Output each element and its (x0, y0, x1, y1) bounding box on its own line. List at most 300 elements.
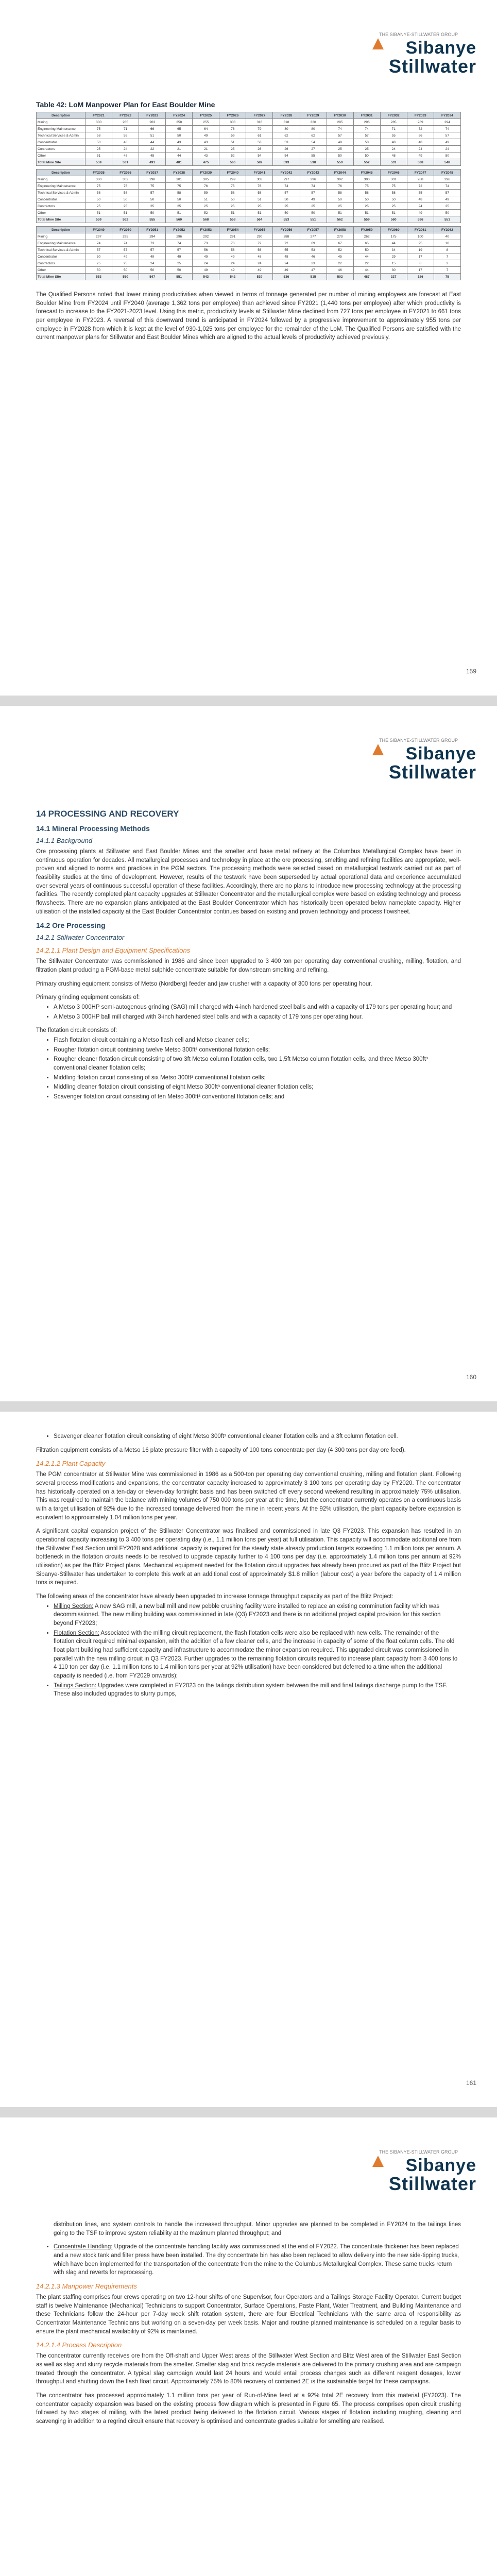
table-cell: 285 (380, 119, 407, 126)
minor-heading: 14.2.1.4 Process Description (36, 2341, 122, 2349)
table-cell: 55 (407, 190, 434, 196)
table-cell: 55 (380, 132, 407, 139)
table-cell: 487 (353, 274, 380, 280)
table-cell: 49 (193, 267, 219, 274)
table-cell: 296 (434, 176, 460, 183)
list-item-text: Upgrades were completed in FY2023 on the tailings distribution system between the mill and final tailings discharge pump to the TSF. These also included upgrades to slurry pumps, (54, 1682, 448, 1698)
table-cell: Technical Services & Admin (37, 132, 85, 139)
table-row (37, 139, 461, 146)
table-row (37, 210, 461, 216)
table-cell: Concentrator (37, 196, 85, 203)
column-header: FY2028 (273, 112, 300, 119)
table-cell: 50 (353, 152, 380, 159)
table-cell: 73 (219, 240, 246, 247)
table-cell: 21 (166, 146, 193, 152)
table-cell: 51 (246, 196, 273, 203)
table-cell: 74 (353, 126, 380, 132)
table-cell: 481 (166, 159, 193, 166)
table-cell: 48 (407, 196, 434, 203)
table-cell: 29 (380, 253, 407, 260)
table-cell: 7 (434, 267, 460, 274)
table-cell: 50 (139, 267, 166, 274)
table-cell: 50 (85, 139, 112, 146)
logo-line-2: Stillwater (388, 56, 476, 77)
table-cell: 59 (219, 132, 246, 139)
table-cell: 65 (166, 126, 193, 132)
table-cell: 262 (353, 233, 380, 240)
table-cell: 44 (353, 253, 380, 260)
table-cell: Mining (37, 233, 85, 240)
column-header: FY2031 (353, 112, 380, 119)
table-cell: 50 (353, 139, 380, 146)
table-cell: 50 (166, 132, 193, 139)
table-cell: 22 (353, 260, 380, 267)
table-cell: 58 (166, 190, 193, 196)
table-cell: 539 (246, 274, 273, 280)
table-cell: 302 (327, 176, 353, 183)
table-cell: 542 (219, 274, 246, 280)
table-cell: 19 (407, 247, 434, 253)
table-cell: 72 (407, 126, 434, 132)
table-cell: 297 (273, 176, 300, 183)
table-cell: 57 (273, 190, 300, 196)
table-cell: 25 (380, 203, 407, 210)
logo-line-2: Stillwater (388, 761, 476, 783)
column-header: FY2045 (353, 170, 380, 176)
page-1-content (36, 100, 461, 347)
table-cell: 25 (300, 203, 327, 210)
table-cell: 58 (85, 132, 112, 139)
table-total-row (37, 159, 461, 166)
table-cell: 74 (112, 240, 139, 247)
manpower-table (36, 112, 461, 166)
logo-mark-icon (371, 743, 385, 756)
table-cell: 25 (273, 203, 300, 210)
table-cell: 8 (434, 247, 460, 253)
column-header: FY2039 (193, 170, 219, 176)
table-cell: 303 (246, 176, 273, 183)
subsection-heading: 14.2 Ore Processing (36, 921, 106, 930)
table-cell: 50 (327, 196, 353, 203)
column-header: FY2042 (273, 170, 300, 176)
column-header: FY2062 (434, 227, 460, 233)
table-cell: 48 (407, 139, 434, 146)
list-item (54, 1629, 461, 1681)
table-row (37, 190, 461, 196)
table-cell: Other (37, 267, 85, 274)
table-cell: 24 (246, 260, 273, 267)
table-cell: 57 (85, 247, 112, 253)
list-item-lead: Flotation Section: (54, 1630, 99, 1636)
table-cell: 566 (219, 159, 246, 166)
table-cell: 30 (380, 267, 407, 274)
table-cell: 61 (246, 132, 273, 139)
column-header: FY2061 (407, 227, 434, 233)
table-cell: Total Mine Site (37, 216, 85, 223)
column-header: FY2056 (273, 227, 300, 233)
table-cell: 559 (85, 159, 112, 166)
table-cell: 186 (407, 274, 434, 280)
paragraph: Primary crushing equipment consists of Metso (Nordberg) feeder and jaw crusher with a capacity of 300 tons per operating hour. (36, 980, 372, 987)
table-cell: 49 (193, 253, 219, 260)
page-160 (0, 706, 497, 1401)
logo-group-text: THE SIBANYE-STILLWATER GROUP (379, 32, 458, 37)
table-cell: 58 (327, 190, 353, 196)
table-cell: 49 (434, 139, 460, 146)
table-cell: Other (37, 210, 85, 216)
table-cell: 49 (139, 253, 166, 260)
column-header: FY2035 (85, 170, 112, 176)
table-cell: 53 (246, 139, 273, 146)
table-cell: 10 (434, 240, 460, 247)
list-item: • Middling cleaner flotation circuit consisting of eight Metso 300ft³ conventional cleaner flotation cells; (54, 1083, 461, 1092)
table-cell: 57 (166, 247, 193, 253)
page-159 (0, 0, 497, 696)
table-cell: 551 (434, 216, 460, 223)
paragraph: A significant capital expansion project of the Stillwater Concentrator was finalised and commissioned in late Q3 FY2023. This expansion has resulted in an operational capacity increasing to 3 400 tons per operating day (i.e., 1.1 million tons per year) at full utilisation. This capacity will accommodate additional ore from the Stillwater East Section until FY2028 and additional capacity is required for the steady state already production targets exceeding 1.1 million tons per annum. A bottleneck in the flotation circuits needs to be resolved to upgrade capacity further to 4 100 tons per day (i.e. approximately 1.4 million tons per annum at 92% utilisation) as per the Blitz Project plans. Mechanical equipment needed for the flotation circuit upgrades has already been procured as part of the Blitz Project but Sibanye-Stillwater has undertaken to complete this work at an additional cost of approximately $1.8 million (labour cost) a year before the capacity of 1.4 million tons is required. (36, 1528, 461, 1586)
list-item: • Scavenger cleaner flotation circuit consisting of eight Metso 300ft³ conventional cleaner flotation cells and a 3ft column flotation cell. (54, 1432, 461, 1441)
paragraph: The concentrator currently receives ore from the Off-shaft and Upper West areas of the Stillwater West Section and Blitz West area of the Stillwater East Section as well as slag and slurry recycle materials from the smelter. Smelter slag and brick recycle materials are delivered to the primary crushing area and are campaign treated through the concentrator. A typical slag campaign would last 24 hours and would entail process changes such as different reagent dosages, lower throughput and shutting down the flash float circuit. Approximately 75% to 80% recovery of contained 2E is the sustainable target for these campaigns. (36, 2353, 461, 2385)
table-cell: 25 (85, 203, 112, 210)
table-cell: 536 (273, 274, 300, 280)
table-cell: 3 (434, 260, 460, 267)
table-cell: 17 (407, 253, 434, 260)
table-cell: 72 (407, 183, 434, 190)
table-cell: 56 (193, 247, 219, 253)
table-row (37, 146, 461, 152)
flotation-list (36, 1036, 461, 1101)
table-cell: 531 (380, 159, 407, 166)
table-cell: 258 (166, 119, 193, 126)
table-cell: 51 (353, 210, 380, 216)
table-cell: 50 (112, 196, 139, 203)
table-cell: 296 (353, 119, 380, 126)
logo-mark-icon (371, 37, 385, 50)
table-cell: 25 (246, 203, 273, 210)
table-cell: 562 (112, 216, 139, 223)
table-cell: 47 (300, 267, 327, 274)
paragraph: Primary grinding equipment consists of: (36, 994, 140, 1001)
table-cell: 59 (193, 190, 219, 196)
column-header: FY2022 (112, 112, 139, 119)
table-cell: 568 (193, 216, 219, 223)
table-cell: 25 (139, 203, 166, 210)
manpower-table (36, 226, 461, 280)
table-cell: 52 (327, 247, 353, 253)
table-cell: 52 (193, 210, 219, 216)
table-cell: 25 (407, 240, 434, 247)
table-cell: 57 (353, 132, 380, 139)
table-cell: 75 (85, 126, 112, 132)
column-header: FY2060 (380, 227, 407, 233)
table-cell: 327 (380, 274, 407, 280)
table-cell: 320 (300, 119, 327, 126)
table-cell: Concentrator (37, 253, 85, 260)
table-cell: 65 (353, 240, 380, 247)
section-heading: 14 PROCESSING AND RECOVERY (36, 809, 179, 819)
table-cell: 75 (434, 274, 460, 280)
table-cell: 56 (246, 247, 273, 253)
column-header: FY2055 (246, 227, 273, 233)
page-4-content (36, 2221, 461, 2431)
column-header: FY2044 (327, 170, 353, 176)
table-cell: 54 (300, 139, 327, 146)
table-cell: 543 (193, 274, 219, 280)
table-cell: 25 (353, 146, 380, 152)
table-header-row (37, 227, 461, 233)
table-cell: 175 (380, 233, 407, 240)
table-cell: 50 (327, 152, 353, 159)
company-logo (368, 32, 476, 78)
paragraph: distribution lines, and system controls to handle the increased throughput. Minor upgrades are planned to be completed in FY2024 to the tailings lines going to the TSF to improve system reliability at the maximum planned throughput; and (54, 2222, 461, 2236)
list-item: • Scavenger flotation circuit consisting of ten Metso 300ft³ conventional flotation cells; and (54, 1093, 461, 1101)
table-cell: 49 (193, 132, 219, 139)
table-cell: 57 (112, 247, 139, 253)
column-header: FY2038 (166, 170, 193, 176)
table-cell: 55 (112, 132, 139, 139)
table-cell: 46 (327, 267, 353, 274)
table-cell: 75 (219, 183, 246, 190)
table-cell: 559 (85, 216, 112, 223)
column-header: FY2057 (300, 227, 327, 233)
table-cell: 74 (166, 240, 193, 247)
list-item: • Rougher cleaner flotation circuit consisting of two 3ft Metso column flotation cells, two 1,5ft Metso column flotation cells, and three Metso 300ft³ conventional cleaner flotation cells; (54, 1055, 461, 1072)
table-total-row (37, 216, 461, 223)
table-cell: 589 (246, 159, 273, 166)
table-cell: 8 (407, 260, 434, 267)
table-cell: 277 (300, 233, 327, 240)
table-cell: 49 (273, 267, 300, 274)
list-item (54, 1682, 461, 1699)
table-cell: 24 (407, 203, 434, 210)
table-cell: 45 (139, 152, 166, 159)
table-cell: 22 (327, 260, 353, 267)
table-cell: 49 (166, 253, 193, 260)
table-cell: 58 (353, 190, 380, 196)
table-cell: 44 (139, 139, 166, 146)
page-3-content (36, 1432, 461, 1704)
column-header: FY2048 (434, 170, 460, 176)
table-cell: 73 (193, 240, 219, 247)
page-162 (0, 2117, 497, 2576)
table-cell: 51 (85, 152, 112, 159)
logo-line-1: Sibanye (405, 744, 476, 764)
table-cell: 49 (407, 152, 434, 159)
list-item: • Rougher flotation circuit containing twelve Metso 300ft³ conventional flotation cells; (54, 1046, 461, 1055)
table-cell: 48 (380, 139, 407, 146)
table-cell: 76 (219, 126, 246, 132)
column-header: FY2041 (246, 170, 273, 176)
table-cell: 538 (407, 159, 434, 166)
table-cell: 51 (246, 210, 273, 216)
table-cell: 17 (407, 267, 434, 274)
table-cell: 491 (139, 159, 166, 166)
table-cell: 72 (246, 240, 273, 247)
table-cell: 51 (380, 210, 407, 216)
table-cell: 50 (112, 267, 139, 274)
table-cell: 58 (380, 190, 407, 196)
column-header: FY2046 (380, 170, 407, 176)
table-cell: 25 (434, 203, 460, 210)
table-row (37, 247, 461, 253)
table-cell: 25 (112, 260, 139, 267)
table-cell: 300 (353, 176, 380, 183)
table-cell: 263 (139, 119, 166, 126)
table-cell: 64 (193, 126, 219, 132)
table-cell: 43 (193, 139, 219, 146)
table-cell: 50 (273, 210, 300, 216)
list-item-lead: Tailings Section: (54, 1682, 97, 1689)
column-header: FY2032 (380, 112, 407, 119)
table-cell: 43 (166, 139, 193, 146)
table-cell: 56 (219, 247, 246, 253)
table-cell: 51 (327, 210, 353, 216)
logo-line-1: Sibanye (405, 2156, 476, 2175)
table-cell: 55 (300, 152, 327, 159)
table-cell: 57 (434, 190, 460, 196)
table-cell: 55 (273, 247, 300, 253)
logo-line-2: Stillwater (388, 2173, 476, 2194)
table-cell: Contractors (37, 146, 85, 152)
table-cell: 298 (139, 176, 166, 183)
table-cell: 24 (219, 260, 246, 267)
paragraph: The Stillwater Concentrator was commissioned in 1986 and since been upgraded to 3 400 ton per operating day conventional crushing, milling, flotation, and filtration plant producing a PGM-base metal sulphide concentrate suitable for downstream smelting and refining. (36, 958, 461, 974)
table-cell: 71 (112, 126, 139, 132)
table-cell: 25 (327, 146, 353, 152)
column-header: Description (37, 227, 85, 233)
list-item (54, 1602, 461, 1628)
table-row (37, 132, 461, 139)
company-logo (368, 738, 476, 784)
table-cell: 301 (166, 176, 193, 183)
table-cell: 43 (193, 152, 219, 159)
table-cell: 555 (139, 216, 166, 223)
table-header-row (37, 112, 461, 119)
table-cell: 593 (273, 159, 300, 166)
table-cell: 57 (434, 132, 460, 139)
table-row (37, 233, 461, 240)
table-cell: 49 (246, 267, 273, 274)
table-cell: 71 (380, 126, 407, 132)
table-cell: 75 (166, 183, 193, 190)
table-cell: 550 (327, 159, 353, 166)
upgrade-list-cont (36, 2243, 461, 2277)
table-cell: 50 (166, 267, 193, 274)
column-header: FY2058 (327, 227, 353, 233)
table-cell: 299 (219, 176, 246, 183)
table-cell: 24 (193, 260, 219, 267)
table-cell: 550 (112, 274, 139, 280)
column-header: FY2027 (246, 112, 273, 119)
table-cell: 294 (434, 119, 460, 126)
table-cell: 547 (139, 274, 166, 280)
table-cell: 302 (112, 176, 139, 183)
table-cell: 294 (139, 233, 166, 240)
table-cell: 24 (273, 260, 300, 267)
table-cell: Contractors (37, 260, 85, 267)
table-cell: 50 (353, 196, 380, 203)
table-row (37, 176, 461, 183)
table-cell: 51 (219, 139, 246, 146)
table-row (37, 260, 461, 267)
table-cell: 44 (353, 267, 380, 274)
table-cell: 562 (327, 216, 353, 223)
table-cell: 553 (85, 274, 112, 280)
table-cell: 76 (327, 183, 353, 190)
table-cell: 558 (219, 216, 246, 223)
table-cell: Total Mine Site (37, 274, 85, 280)
logo-mark-icon (371, 2155, 385, 2168)
table-title: Table 42: LoM Manpower Plan for East Boulder Mine (36, 100, 215, 109)
column-header: FY2029 (300, 112, 327, 119)
table-cell: 297 (85, 233, 112, 240)
column-header: FY2054 (219, 227, 246, 233)
table-cell: 50 (166, 196, 193, 203)
table-cell: Engineering Maintenance (37, 126, 85, 132)
table-cell: 560 (166, 216, 193, 223)
table-cell: 553 (273, 216, 300, 223)
table-cell: 49 (434, 196, 460, 203)
list-item: • Middling flotation circuit consisting of six Metso 300ft³ conventional flotation cells; (54, 1074, 461, 1082)
column-header: FY2050 (112, 227, 139, 233)
table-cell: 74 (434, 183, 460, 190)
table-cell: 67 (327, 240, 353, 247)
table-row (37, 183, 461, 190)
table-cell: 53 (273, 139, 300, 146)
column-header: FY2053 (193, 227, 219, 233)
table-cell: 75 (139, 183, 166, 190)
minor-heading: 14.2.1.2 Plant Capacity (36, 1460, 106, 1468)
column-header: FY2030 (327, 112, 353, 119)
table-cell: 7 (434, 253, 460, 260)
table-cell: 48 (380, 152, 407, 159)
paragraph: The plant staffing comprises four crews operating on two 12-hour shifts of one Supervisor, four Operators and a Tailings Storage Facility Operator. Current budget staff is twelve Maintenance (Mechanical) Technicians to support Concentrator, Surface Operations, Paste Plant, Water Treatment, and Building Maintenance and these Technicians follow the 24-hour per 7-day week shift rotation system, there are four Electrical Technicians with the same area of responsibility as Concentrator Maintenance Technicians but working on a seven-day per week basis. Major and routine planned maintenance is scheduled on a regular basis to ensure the plant mechanical availability of 92% is maintained. (36, 2294, 461, 2335)
table-cell: Engineering Maintenance (37, 240, 85, 247)
table-cell: 51 (112, 210, 139, 216)
table-cell: 48 (112, 139, 139, 146)
table-cell: 49 (219, 253, 246, 260)
table-cell: 296 (166, 233, 193, 240)
table-cell: 74 (434, 126, 460, 132)
column-header: FY2047 (407, 170, 434, 176)
table-cell: Other (37, 152, 85, 159)
table-cell: 58 (112, 190, 139, 196)
table-cell: 50 (434, 210, 460, 216)
table-cell: 305 (193, 176, 219, 183)
column-header: FY2024 (166, 112, 193, 119)
upgrade-list (36, 1602, 461, 1699)
table-cell: 598 (300, 159, 327, 166)
table-cell: 69 (300, 240, 327, 247)
column-header: FY2036 (112, 170, 139, 176)
paragraph: Filtration equipment consists of a Metso 16 plate pressure filter with a capacity of 100 tons concentrate per day (4 300 tons per day ore feed). (36, 1447, 406, 1453)
list-item: • A Metso 3 000HP semi-autogenous grinding (SAG) mill charged with 4-inch hardened steel balls and with a capacity of 179 tons per operating hour; and (54, 1003, 461, 1012)
column-header: FY2034 (434, 112, 460, 119)
table-total-row (37, 274, 461, 280)
list-item-lead: Concentrate Handling: (54, 2244, 113, 2250)
table-cell: 288 (273, 233, 300, 240)
table-cell: 49 (407, 210, 434, 216)
table-cell: 76 (112, 183, 139, 190)
manpower-tables (36, 112, 461, 280)
table-cell: 50 (139, 210, 166, 216)
company-logo (368, 2149, 476, 2196)
table-cell: 62 (300, 132, 327, 139)
table-cell: 291 (219, 233, 246, 240)
table-cell: 51 (193, 196, 219, 203)
table-cell: 72 (273, 240, 300, 247)
table-cell: 25 (85, 260, 112, 267)
